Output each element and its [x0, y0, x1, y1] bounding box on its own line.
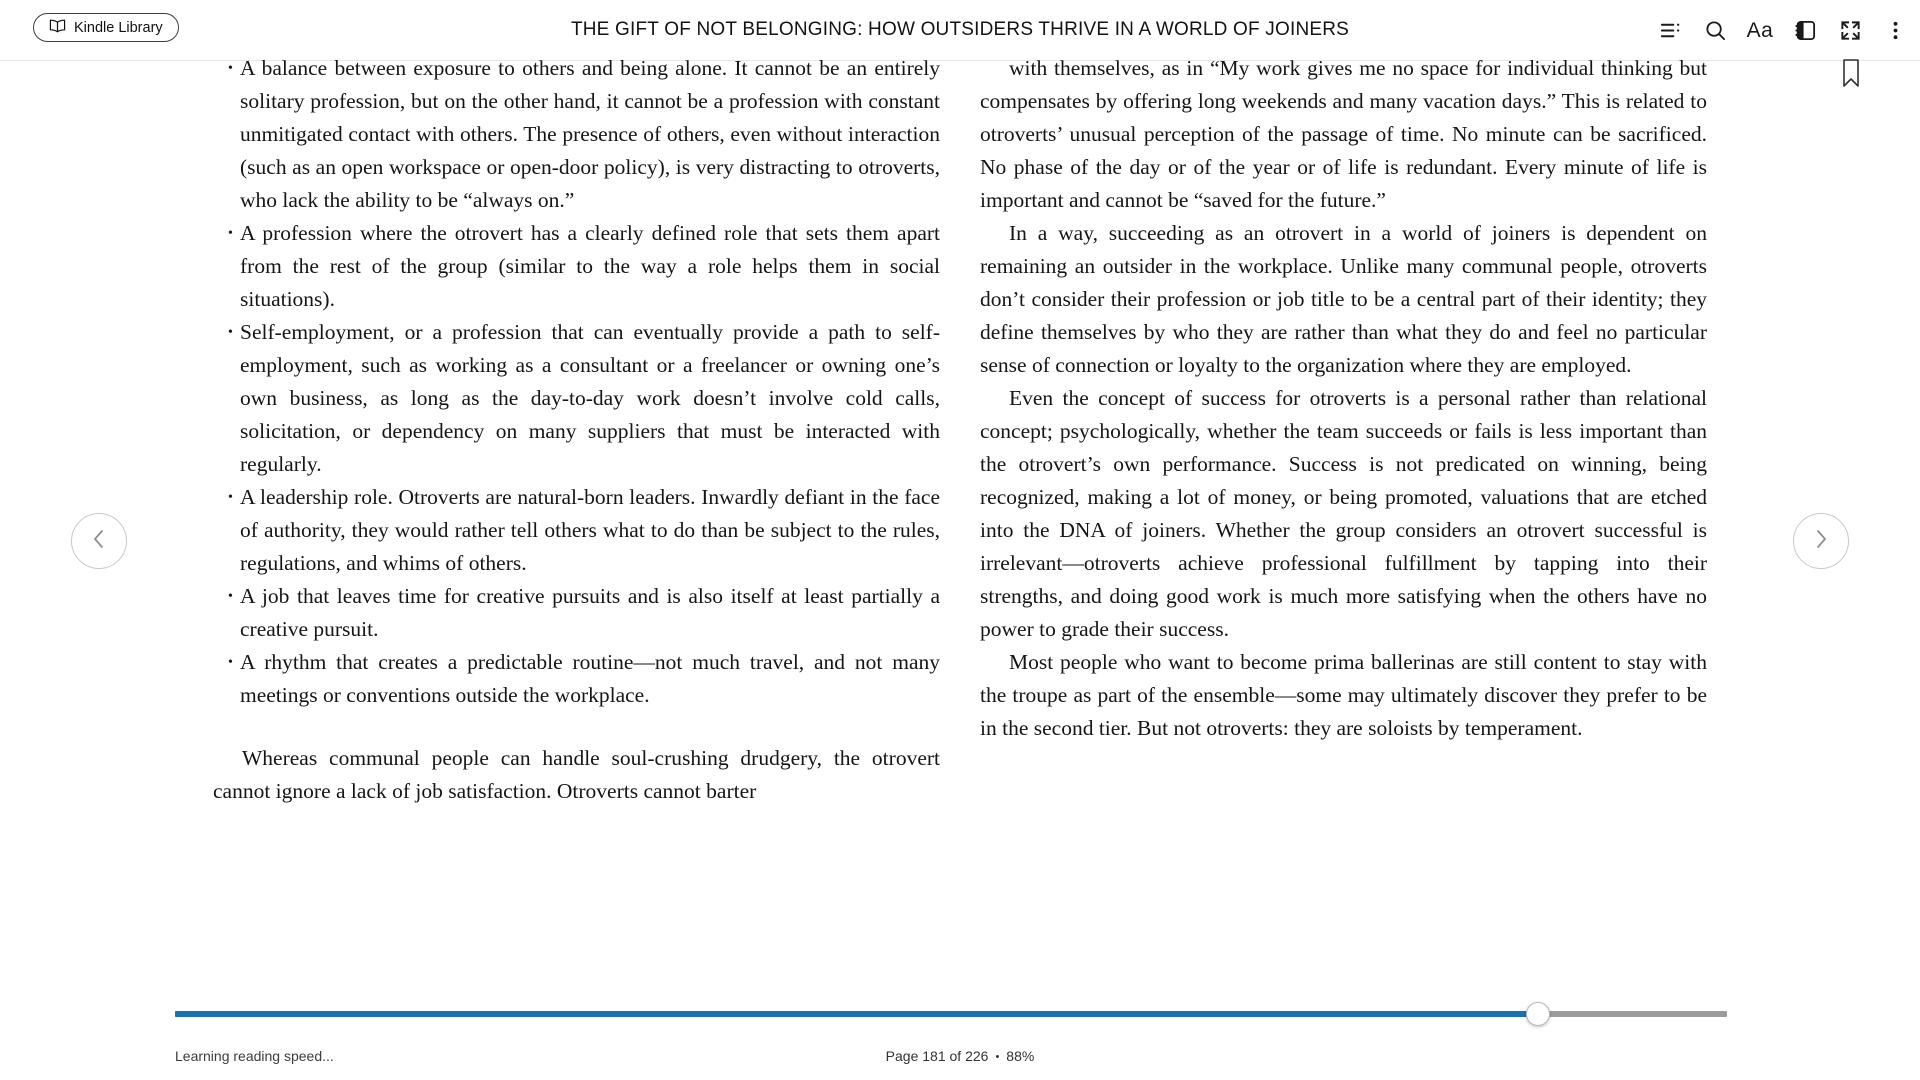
- paragraph: Even the concept of success for otroverts is a personal rather than relational concept; psychologically, whether the team succeeds or fails is less important than the otrovert’s own performance. Success is not predicated on winning, being recognized, making a lot of money, or being promoted, valuations that are etched into the DNA of joiners. Whether the group considers an otrovert successful is irrelevant—otroverts achieve professional fulfillment by tapping into their strengths, and doing good work is much more satisfying when the others have no power to grade their success.: [980, 386, 1707, 641]
- progress-slider-knob[interactable]: [1526, 1002, 1550, 1026]
- bullet-list: [213, 52, 940, 712]
- page-number-text: Page 181 of 226: [885, 1048, 989, 1064]
- bullet-item: • A job that leaves time for creative pursuits and is also itself at least partially a creative pursuit.: [240, 580, 940, 646]
- bullet-item: • A leadership role. Otroverts are natural-born leaders. Inwardly defiant in the face of authority, they would rather tell others what to do than be subject to the rules, regulations, and whims of others.: [240, 481, 940, 580]
- page-indicator: [0, 1048, 1920, 1064]
- progress-fill: [175, 1011, 1538, 1017]
- chevron-left-icon: [91, 528, 107, 555]
- open-book-icon: [49, 18, 66, 37]
- bullet-item: • A balance between exposure to others and being alone. It cannot be an entirely solitary profession, but on the other hand, it cannot be a profession with constant unmitigated contact with others. The presence of others, even without interaction (such as an open workspace or open-door policy), is very distracting to otroverts, who lack the ability to be “always on.”: [240, 52, 940, 217]
- fullscreen-icon[interactable]: [1838, 19, 1862, 43]
- paragraph: with themselves, as in “My work gives me no space for individual thinking but compensates by offering long weekends and many vacation days.” This is related to otroverts’ unusual perception of the passage of time. No minute can be sacrificed. No phase of the day or of the year or of life is redundant. Every minute of life is important and cannot be “saved for the future.”: [980, 56, 1707, 212]
- next-page-button[interactable]: [1793, 513, 1849, 569]
- paragraph: Most people who want to become prima ballerinas are still content to stay with the troupe as part of the ensemble—some may ultimately discover they prefer to be in the second tier. But not otroverts: they are soloists by temperament.: [980, 650, 1707, 740]
- bullet-item: • Self-employment, or a profession that can eventually provide a path to self-employment, such as working as a consultant or a freelancer or owning one’s own business, as long as the day-to-day work doesn’t involve cold calls, solicitation, or dependency on many suppliers that must be interacted with regularly.: [240, 316, 940, 481]
- book-title: THE GIFT OF NOT BELONGING: HOW OUTSIDERS THRIVE IN A WORLD OF JOINERS: [570, 19, 1350, 40]
- reading-progress-slider[interactable]: [175, 1011, 1727, 1017]
- paragraph: Whereas communal people can handle soul-crushing drudgery, the otrovert cannot ignore a lack of job satisfaction. Otroverts cannot barter: [213, 746, 940, 803]
- reader-page: [213, 52, 1708, 808]
- paragraph: In a way, succeeding as an otrovert in a world of joiners is dependent on remaining an outsider in the workplace. Unlike many communal people, otroverts don’t consider their profession or job title to be a central part of their identity; they define themselves by who they are rather than what they do and feel no particular sense of connection or loyalty to the organization where they are employed.: [980, 221, 1707, 377]
- bullet-item: • A rhythm that creates a predictable routine—not much travel, and not many meetings or conventions outside the workplace.: [240, 646, 940, 712]
- notebook-icon[interactable]: [1793, 19, 1817, 43]
- more-menu-icon[interactable]: [1883, 19, 1907, 43]
- separator-dot: •: [995, 1051, 1000, 1063]
- search-icon[interactable]: [1703, 19, 1727, 43]
- kindle-library-label: Kindle Library: [74, 19, 163, 36]
- chevron-right-icon: [1813, 528, 1829, 555]
- bookmark-icon[interactable]: [1840, 58, 1862, 88]
- right-column: [980, 52, 1707, 808]
- bullet-item: • A profession where the otrovert has a clearly defined role that sets them apart from the rest of the group (similar to the way a role helps them in social situations).: [240, 217, 940, 316]
- percent-read: 88%: [1006, 1048, 1035, 1064]
- reading-speed-status: Learning reading speed...: [175, 1048, 334, 1064]
- previous-page-button[interactable]: [71, 513, 127, 569]
- kindle-library-button[interactable]: [33, 13, 179, 42]
- toc-icon[interactable]: [1658, 19, 1682, 43]
- font-settings-icon[interactable]: Aa: [1746, 18, 1774, 42]
- left-column: [213, 52, 940, 808]
